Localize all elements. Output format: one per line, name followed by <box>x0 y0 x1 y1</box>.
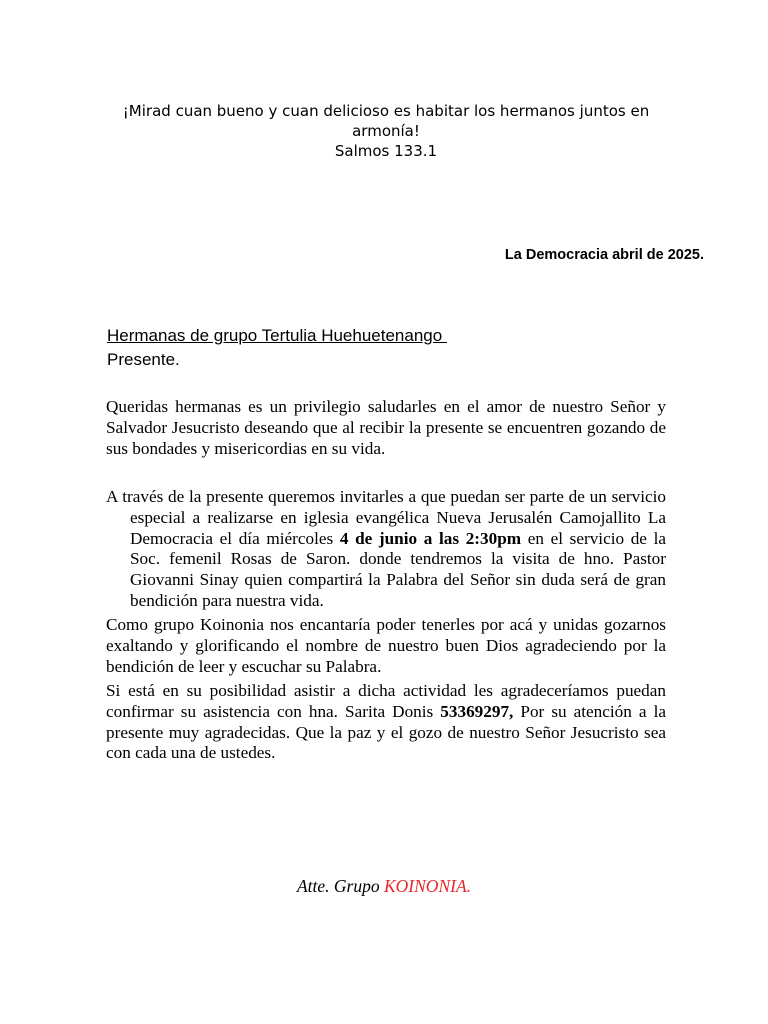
bible-verse <box>110 101 662 161</box>
addressee-name: Hermanas de grupo Tertulia Huehuetenango <box>107 326 447 345</box>
verse-line-2: armonía! <box>352 122 420 140</box>
confirmation-text: Si está en su posibilidad asistir a dicha actividad les agradeceríamos puedan confirmar su asistencia con hna. Sarita Donis <box>106 681 666 721</box>
contact-phone: 53369297, <box>440 701 514 721</box>
addressee-block <box>107 324 447 372</box>
addressee-greeting: Presente. <box>107 350 180 369</box>
paragraph-koinonia: Como grupo Koinonia nos encantaría poder tenerles por acá y unidas gozarnos exaltando y glorificando el nombre de nuestro buen Dios agradeciendo por la bendición de leer y escuchar su Palabra. <box>106 615 666 676</box>
verse-line-1: ¡Mirad cuan bueno y cuan delicioso es habitar los hermanos juntos en <box>122 102 650 120</box>
verse-reference: Salmos 133.1 <box>334 142 438 160</box>
paragraph-greeting: Queridas hermanas es un privilegio saludarles en el amor de nuestro Señor y Salvador Jesucristo deseando que al recibir la presente se encuentren gozando de sus bondades y misericordias en su vida. <box>106 397 666 458</box>
paragraph-invitation <box>106 487 666 612</box>
invitation-text: A través de la presente queremos invitarles a que puedan ser parte de un servicio especial a realizarse en iglesia evangélica Nueva Jerusalén Camojallito La Democracia el día miércoles <box>106 487 666 548</box>
signature-group-name: KOINONIA. <box>384 876 472 896</box>
letter-date: La Democracia abril de 2025. <box>504 247 704 263</box>
invitation-text-continued: en el servicio de la Soc. femenil Rosas de Saron. donde tendremos la visita de hno. Pastor Giovanni Sinay quien compartirá la Palabra del Señor sin duda será de gran bendición para nuestra vida. <box>130 528 666 610</box>
signature-prefix: Atte. Grupo <box>296 876 384 896</box>
paragraph-confirmation <box>106 681 666 764</box>
confirmation-text-continued: Por su atención a la presente muy agradecidas. Que la paz y el gozo de nuestro Señor Jesucristo sea con cada una de ustedes. <box>106 701 666 763</box>
event-date-time: 4 de junio a las 2:30pm <box>339 528 522 548</box>
signature <box>0 875 768 897</box>
